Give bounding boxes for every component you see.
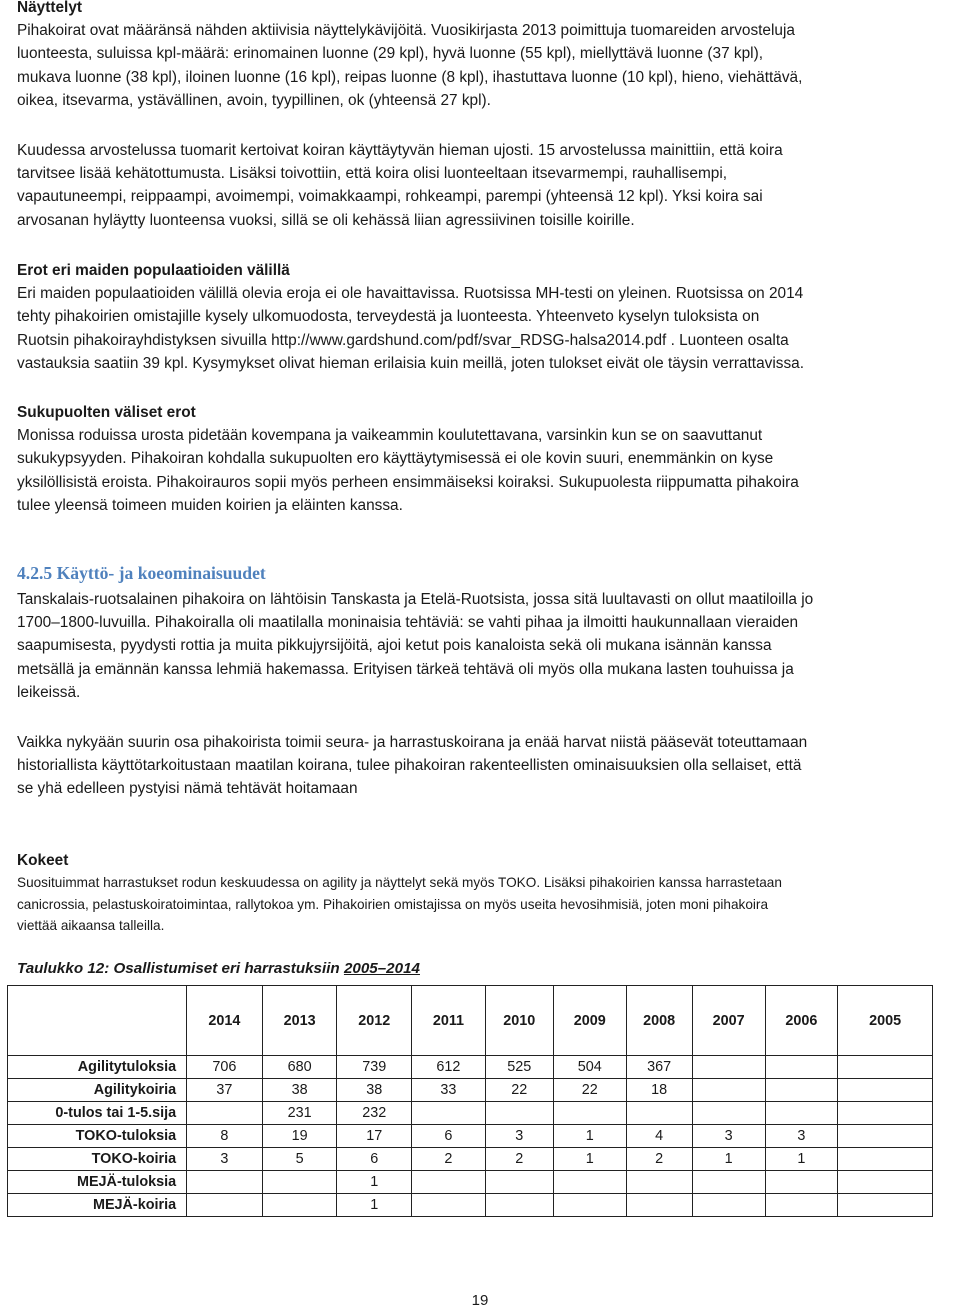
paragraph-line: vastauksia saatiin 39 kpl. Kysymykset olivat hieman erilaisia kuin meillä, joten tulokset eivät ole täysin verrattavissa.: [17, 354, 804, 372]
table-body: [8, 1056, 933, 1217]
paragraph-line: arvosanan hyläytty luonteensa vuoksi, sillä se oli kehässä liian agressiivinen toisille koirille.: [17, 211, 635, 229]
table-cell: 612: [412, 1056, 486, 1079]
table-row: [8, 1102, 933, 1125]
year-header: 2011: [412, 986, 486, 1056]
table-cell: [765, 1079, 838, 1102]
table-cell: 22: [553, 1079, 626, 1102]
paragraph-line: oikea, itsevarma, ystävällinen, avoin, tyypillinen, ok (yhteensä 27 kpl).: [17, 91, 491, 109]
table-cell: 8: [187, 1125, 263, 1148]
year-header: 2010: [485, 986, 553, 1056]
table-cell: 680: [262, 1056, 337, 1079]
table-cell: [765, 1056, 838, 1079]
paragraph-line: luonteesta, suluissa kpl-määrä: erinomainen luonne (29 kpl), hyvä luonne (55 kpl), miellyttävä luonne (37 kpl),: [17, 45, 763, 63]
table-cell: [692, 1171, 765, 1194]
table-cell: [838, 1148, 933, 1171]
row-label: 0-tulos tai 1-5.sija: [8, 1102, 187, 1125]
table-cell: [553, 1171, 626, 1194]
table-cell: [553, 1194, 626, 1217]
table-cell: 33: [412, 1079, 486, 1102]
paragraph-line: Tanskalais-ruotsalainen pihakoira on lähtöisin Tanskasta ja Etelä-Ruotsista, jossa sitä luultavasti on ollut maatiloilla jo: [17, 591, 814, 608]
table-cell: [412, 1194, 486, 1217]
table-cell: [626, 1194, 692, 1217]
table-cell: 38: [262, 1079, 337, 1102]
table-cell: 504: [553, 1056, 626, 1079]
table-cell: [692, 1194, 765, 1217]
row-label: TOKO-koiria: [8, 1148, 187, 1171]
paragraph-line: tarvitsee lisää kehätottumusta. Lisäksi toivottiin, että koira olisi luonteeltaan itsevarmempi, rauhallisempi,: [17, 165, 728, 183]
table-cell: [187, 1171, 263, 1194]
row-label: TOKO-tuloksia: [8, 1125, 187, 1148]
table-cell: 1: [553, 1125, 626, 1148]
paragraph-line: mukava luonne (38 kpl), iloinen luonne (16 kpl), reipas luonne (8 kpl), ihastuttava luonne (10 kpl), hieno, viehättävä,: [17, 68, 803, 86]
paragraph-line: Eri maiden populaatioiden välillä olevia eroja ei ole havaittavissa. Ruotsissa MH-testi on yleinen. Ruotsissa on 2014: [17, 285, 804, 303]
table-cell: [187, 1102, 263, 1125]
participation-table: [7, 985, 933, 1217]
paragraph-line: yksilöllisistä eroista. Pihakoirauros sopii myös perheen ensimmäiseksi koiraksi. Sukupuolesta riippumatta pihakoira: [17, 473, 799, 491]
paragraph-line: Suosituimmat harrastukset rodun keskuudessa on agility ja näyttelyt sekä myös TOKO. Lisäksi pihakoirien kanssa harrastetaan: [17, 875, 782, 891]
table-cell: 19: [262, 1125, 337, 1148]
nayttelyt-section: [17, 0, 943, 112]
table-cell: 525: [485, 1056, 553, 1079]
table-cell: [838, 1194, 933, 1217]
table-row: [8, 1056, 933, 1079]
paragraph-line: Monissa roduissa urosta pidetään kovempana ja vaikeammin koulutettavana, varsinkin kun se on saavuttanut: [17, 427, 763, 445]
table-cell: 232: [337, 1102, 412, 1125]
table-cell: [485, 1194, 553, 1217]
sukupuolet-heading: Sukupuolten väliset erot: [17, 404, 196, 421]
table-cell: 3: [485, 1125, 553, 1148]
row-label: MEJÄ-tuloksia: [8, 1171, 187, 1194]
table-cell: 706: [187, 1056, 263, 1079]
table-cell: 2: [626, 1148, 692, 1171]
table-cell: 1: [692, 1148, 765, 1171]
sukupuolet-section: [17, 401, 943, 517]
nayttelyt-paragraph-2: [17, 139, 943, 232]
row-label: Agilitytuloksia: [8, 1056, 187, 1079]
section-paragraph-2: [17, 731, 943, 801]
year-header: 2007: [692, 986, 765, 1056]
table-header-row: [8, 986, 933, 1056]
paragraph-line: canicrossia, pelastuskoiratoimintaa, rallytokoa ym. Pihakoirien omistajissa on myös useita hevosihmisiä, joten moni pihakoira: [17, 896, 769, 912]
paragraph-line: vapautuneempi, reippaampi, avoimempi, voimakkaampi, rohkeampi, parempi (yhteensä 12 kpl). Yksi koira sai: [17, 188, 763, 206]
table-cell: [765, 1194, 838, 1217]
table-cell: [553, 1102, 626, 1125]
table-cell: [838, 1079, 933, 1102]
year-header: 2005: [838, 986, 933, 1056]
table-cell: [626, 1102, 692, 1125]
paragraph-line: tulee yleensä toimeen muiden koirien ja eläinten kanssa.: [17, 496, 403, 514]
table-cell: 22: [485, 1079, 553, 1102]
table-cell: 2: [485, 1148, 553, 1171]
table-row: [8, 1079, 933, 1102]
row-label: MEJÄ-koiria: [8, 1194, 187, 1217]
table-cell: [262, 1194, 337, 1217]
table-cell: [838, 1102, 933, 1125]
year-header: 2012: [337, 986, 412, 1056]
table-cell: [187, 1194, 263, 1217]
year-header: 2014: [187, 986, 263, 1056]
nayttelyt-heading: Näyttelyt: [17, 0, 83, 16]
paragraph-line: tehty pihakoirien omistajille kysely ulkomuodosta, terveydestä ja luonteesta. Yhteenveto kyselyn tuloksista on: [17, 308, 760, 326]
table-cell: [765, 1102, 838, 1125]
table-cell: [838, 1125, 933, 1148]
table-cell: 6: [412, 1125, 486, 1148]
paragraph-line: viettää aikaansa talleilla.: [17, 918, 165, 934]
table-cell: [765, 1171, 838, 1194]
table-cell: [838, 1171, 933, 1194]
table-caption-prefix: Taulukko 12: Osallistumiset eri harrastuksiin: [17, 960, 344, 977]
paragraph-line: sukukypsyyden. Pihakoiran kohdalla sukupuolten ero käyttäytymisessä ei ole kovin suuri, enemmänkin on kyse: [17, 450, 774, 468]
table-caption-years: 2005–2014: [343, 960, 420, 977]
erot-heading: Erot eri maiden populaatioiden välillä: [17, 262, 290, 279]
table-cell: [412, 1102, 486, 1125]
table-cell: 3: [765, 1125, 838, 1148]
table-cell: [692, 1102, 765, 1125]
year-header: 2013: [262, 986, 337, 1056]
table-row: [8, 1171, 933, 1194]
table-row: [8, 1148, 933, 1171]
table-cell: 3: [187, 1148, 263, 1171]
paragraph-line: historiallista käyttötarkoitustaan maatilan koirana, tulee pihakoiran rakenteellisten ominaisuuksien olla sellaiset, että: [17, 757, 802, 775]
table-row: [8, 1194, 933, 1217]
year-header: 2008: [626, 986, 692, 1056]
table-cell: [692, 1079, 765, 1102]
row-label: Agilitykoiria: [8, 1079, 187, 1102]
erot-section: [17, 259, 943, 375]
paragraph-line: Ruotsin pihakoirayhdistyksen sivuilla http://www.gardshund.com/pdf/svar_RDSG-halsa2014.pdf . Luonteen osalta: [17, 331, 789, 349]
paragraph-line: se yhä edelleen pystyisi nämä tehtävät hoitamaan: [17, 780, 358, 798]
table-cell: [692, 1056, 765, 1079]
table-cell: 739: [337, 1056, 412, 1079]
paragraph-line: saapumisesta, pyydysti rottia ja muita pikkujyrsijöitä, ajoi ketut pois kanaloista sekä oli mukana isännän kanssa: [17, 637, 772, 655]
table-cell: 1: [765, 1148, 838, 1171]
paragraph-line: Vaikka nykyään suurin osa pihakoirista toimii seura- ja harrastuskoirana ja enää harvat niistä pääsevät toteuttamaan: [17, 734, 808, 751]
table-cell: 1: [337, 1194, 412, 1217]
table-cell: [412, 1171, 486, 1194]
table-corner-cell: [8, 986, 187, 1056]
table-cell: 38: [337, 1079, 412, 1102]
table-caption: [17, 960, 420, 977]
table-cell: [626, 1171, 692, 1194]
kokeet-section: [17, 849, 943, 937]
table-cell: 18: [626, 1079, 692, 1102]
table-cell: [838, 1056, 933, 1079]
paragraph-line: 1700–1800-luvuilla. Pihakoiralla oli maatilalla moninaisia tehtäviä: se vahti pihaa ja ilmoitti haukunnallaan vieraiden: [17, 614, 799, 632]
table-cell: [485, 1171, 553, 1194]
year-header: 2009: [553, 986, 626, 1056]
table-cell: 367: [626, 1056, 692, 1079]
paragraph-line: Pihakoirat ovat määränsä nähden aktiivisia näyttelykävijöitä. Vuosikirjasta 2013 poimittuja tuomareiden arvosteluja: [17, 22, 795, 40]
section-title: 4.2.5 Käyttö- ja koeominaisuudet: [17, 563, 266, 583]
table-row: [8, 1125, 933, 1148]
table-cell: 3: [692, 1125, 765, 1148]
year-header: 2006: [765, 986, 838, 1056]
table-cell: 17: [337, 1125, 412, 1148]
table-cell: [262, 1171, 337, 1194]
table-cell: 231: [262, 1102, 337, 1125]
table-cell: 2: [412, 1148, 486, 1171]
table-cell: 1: [337, 1171, 412, 1194]
paragraph-line: leikeissä.: [17, 683, 81, 701]
kokeet-heading: Kokeet: [17, 852, 69, 869]
table-cell: 6: [337, 1148, 412, 1171]
paragraph-line: metsällä ja emännän kanssa lehmiä hakemassa. Erityisen tärkeä tehtävä oli myös olla mukana lasten touhuissa ja: [17, 660, 794, 678]
table-cell: [485, 1102, 553, 1125]
table-cell: 5: [262, 1148, 337, 1171]
table-cell: 1: [553, 1148, 626, 1171]
table-cell: 4: [626, 1125, 692, 1148]
page-number: 19: [471, 1292, 489, 1309]
paragraph-line: Kuudessa arvostelussa tuomarit kertoivat koiran käyttäytyvän hieman ujosti. 15 arvostelussa mainittiin, että koira: [17, 142, 783, 159]
section-paragraph-1: [17, 588, 943, 704]
table-cell: 37: [187, 1079, 263, 1102]
